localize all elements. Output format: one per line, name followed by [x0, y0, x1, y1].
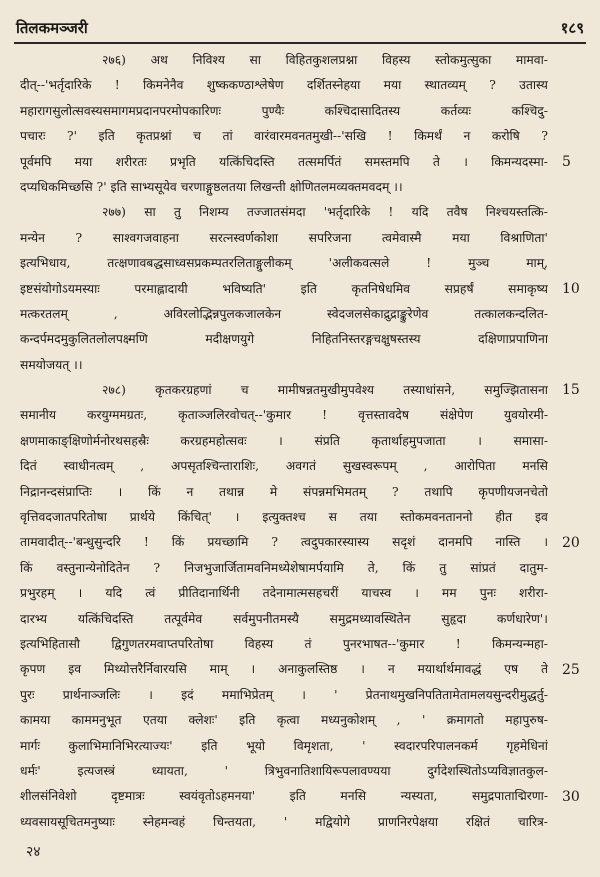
text-line: शीलसंनिवेशो दृष्टमात्रः स्वयंवृतोऽहमनया' इति मनसि न्यस्यता, समुद्रपाताद्मिरणा- — [20, 789, 548, 804]
text-line: दीत्--'भर्तृदारिके ! किमनेनैव शुष्ककण्ठाश्लेषेण दर्शितस्नेहया मया स्थातव्यम् ? उतास्य — [20, 78, 548, 93]
line-number: 30 — [562, 788, 580, 805]
signature-mark: २४ — [26, 844, 41, 860]
body-text — [20, 48, 548, 835]
header-rule — [14, 42, 586, 44]
text-line: निद्रानन्दसंप्राप्तिः । किं न तथान्न मे संपन्नमभिमतम् ? तथापि कृपणीयजनचेतो — [20, 484, 548, 499]
text-line: पचारः ?' इति कृतप्रश्नां च तां वारंवारमवनतमुखी--'सखि ! किमर्थं न करोषि ? — [20, 129, 548, 144]
text-line: कामया काममनुभूत एतया क्लेशः' इति कृत्वा मध्यनुकोशम् , ' क्रमागतो महापुरुष- — [20, 713, 548, 728]
text-line: कन्दर्पमदमुकुलितलोलपक्ष्मणि मदीक्षणयुगे निहितनिस्तरङ्गचक्षुषस्तस्य दक्षिणाप्रपाणिना — [20, 332, 548, 347]
text-line: मन्येन ? साश्वगजवाहना सरत्नस्वर्णकोशा सपरिजना त्वमेवास्मै मया विश्राणिता' — [20, 230, 548, 245]
line-number: 5 — [562, 153, 571, 170]
text-line: दप्यधिकमिच्छसि ?' इति साभ्यसूयेव चरणाङ्गुष्ठलतया लिखन्ती क्षोणितलमव्यक्तमवदम् ।। — [20, 179, 403, 194]
text-line: क्षणमाकाङ्क्षिणोर्मनोरथसहस्रैः करग्रहमहोत्सवः । संप्रति कृतार्थाहमुपजाता । समासा- — [20, 433, 548, 448]
text-line: मार्गः कुलाभिमानिभिरत्याज्यः' इति भूयो विमृशता, ' स्वदारपरिपालनकर्म गृहमेधिनां — [20, 738, 548, 753]
text-line: मत्करतलम् , अविरलोद्भिन्नपुलकजालकेन स्वेदजलसेकाद्रुद्राङ्कुरेणेव तत्कालकन्दलित- — [20, 306, 548, 321]
text-line: ध्यवसायसूचितमनुष्याः स्नेहमन्वहं चिन्तयता, ' मद्वियोगे प्राणनिरपेक्षया रक्षितं चारित्र- — [20, 814, 548, 829]
line-number: 15 — [562, 382, 580, 399]
text-line: दारभ्य यत्किंचिदस्ति तत्पूर्वमेव सर्वमुपनीतमस्यै समुद्रमध्यावस्थितेन सुहृदा कर्णधारेण'। — [20, 611, 548, 626]
text-line: २७६) अथ निविश्य सा विहितकुशलप्रश्ना विहस्य स्तोकमुत्सुका मामवा- — [102, 53, 548, 67]
line-number: 20 — [562, 534, 580, 551]
text-line: दितं स्वाधीनत्वम् , अपसृतश्चिन्ताराशिः, अवगतं सुखस्वरूपम् , आरोपिता मनसि — [20, 459, 548, 474]
text-line: २७७) सा तु निशम्य तज्जातसंमदा 'भर्तृदारिके ! यदि तवैष निश्चयस्तत्कि- — [102, 205, 548, 220]
text-line: महारागसुलोत्सवस्यसमागमप्रदानपरमोपकारिणः पुण्यैः कश्चिदासादितस्य कर्तव्यः कश्चिदु- — [20, 103, 548, 118]
line-number: 10 — [562, 280, 580, 297]
text-line: किं वस्तुनान्येनोदितेन ? निजभुजार्जितामवनिमध्येशेषामर्पयामि ते, किं तु सांप्रतं दातुम- — [20, 560, 548, 575]
text-line: इत्यभिधाय, तत्क्षणावबद्धसाध्वसप्रकम्पतरलिताङ्गुलीकम् 'अलीकवत्सले ! मुञ्च माम्, — [20, 256, 548, 271]
text-line: पूर्वमपि मया शरीरतः प्रभृति यत्किंचिदस्ति तत्समर्पितं समस्तमपि ते । किमन्यदस्मा- — [20, 154, 548, 169]
text-line: पुरः प्रार्थनाञ्जलिः । इदं ममाभिप्रेतम् । ' प्रेतनाथमुखनिपतितामेतामलयसुन्दरीमुद्धर्तु- — [20, 687, 548, 702]
page-number: १८९ — [560, 19, 584, 37]
text-line: इत्यभिहितासौ द्विगुणतरमवाप्तपरितोषा विहस्य तं पुनरभाषत--'कुमार ! किमन्यन्महा- — [20, 636, 548, 651]
text-line: कृपण इव मिथ्योत्तरैर्निवारयसि माम् । अनाकुलस्तिष्ठ । न मयार्थार्थमावद्धं एष ते — [20, 662, 548, 677]
text-line: २७८) कृतकरग्रहणां च मामीषन्नतमुखीमुपवेश्य तस्याधांसने, समुज्झितासना — [102, 383, 548, 398]
text-line: इष्टसंयोगोऽयमस्याः परमाह्लादायी भविष्यति' इति कृतनिषेधमिव सप्रहर्षं समाकृष्य — [20, 281, 548, 296]
text-line: प्रभुरहम् । यदि त्वं प्रीतिदानार्थिनी तदेनामात्मसहचरीं याचस्व । मम पुनः शरीरा- — [20, 586, 548, 601]
text-line: तामवादीत्--'बन्धुसुन्दरि ! किं प्रयच्छामि ? त्वदुपकारस्यास्य सदृशं दानमपि नास्ति । — [20, 535, 548, 550]
text-line: वृत्तिवदजातपरितोषा प्रार्थये किंचित्' । इत्युक्तश्च स तया स्तोकमवनताननो हीत इव — [20, 510, 548, 525]
text-line: समानीय करयुग्ममग्रतः, कृताञ्जलिरवोचत्--'कुमार ! वृत्तस्तावदेष संक्षेपेण युवयोरमी- — [20, 408, 548, 423]
line-number: 25 — [562, 661, 580, 678]
text-line: धर्मः' इत्यजस्त्रं ध्यायता, ' त्रिभुवनातिशायिरूपलावण्यया दुर्गदेशस्थितोऽप्यविज्ञातकुल- — [20, 763, 548, 778]
running-title: तिलकमञ्जरी — [16, 19, 88, 37]
text-line: समयोजयत् ।। — [20, 357, 83, 372]
page-header — [16, 12, 584, 38]
